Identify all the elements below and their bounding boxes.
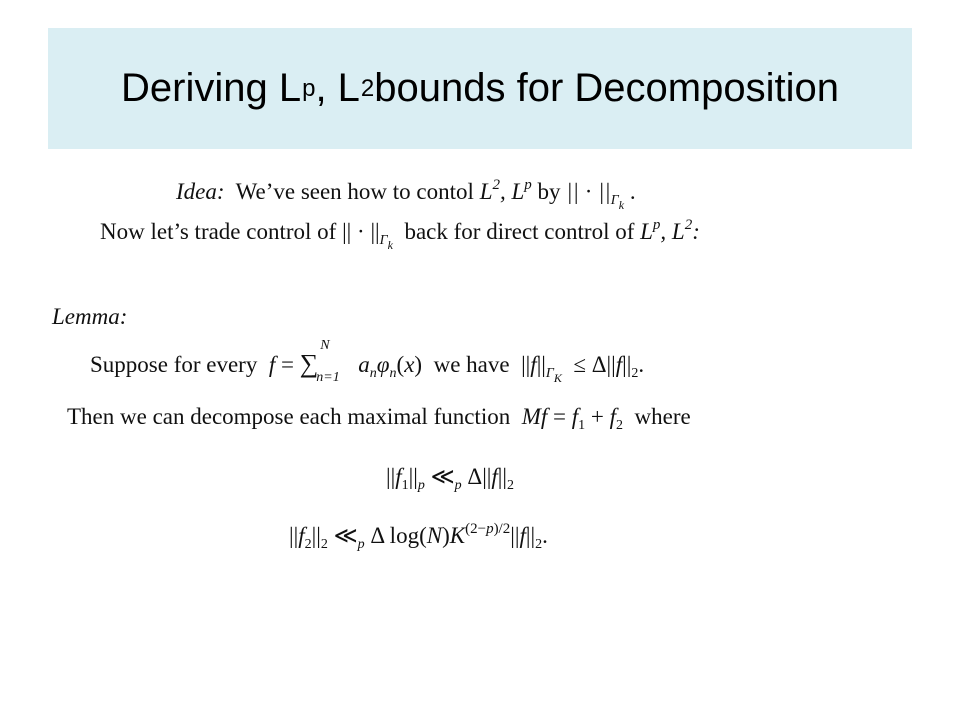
lemma-label: Lemma: [52,304,128,329]
slide-title: Deriving L p , L 2 bounds for Decomposition [121,66,839,110]
bound-2: $||f_2||_2$ $≪_p$ Δ $\log(N)K^{(2-p)/2}||f||_2$. [289,521,548,552]
idea-label: Idea: [176,179,225,204]
title-text-end: bounds for Decomposition [374,66,839,110]
idea-line1-math: $L^2$, $L^p$ [479,177,532,204]
idea-line-1: Idea: We’ve seen how to contol $L^2$, $L^p$ by || · $||_{\Gamma k}$ . [176,177,636,212]
title-banner [48,28,912,149]
idea-line-2: Now let’s trade control of || · $||_{\Gamma k}$ back for direct control of $L^p$, $L^2$: [100,217,700,252]
bound-1: $||f_1||_p$ $≪_p$ $\Delta||f||_2$ [386,464,515,493]
title-text-main: Deriving L [121,66,302,110]
lemma-where: where [634,404,691,429]
idea-line2-text-a: Now let’s trade control of || [100,219,352,244]
lemma-then-text: Then we can decompose each maximal function [67,404,511,429]
idea-line1-text: We’ve seen how to contol [235,179,474,204]
idea-line2-math: $L^p$, $L^2$: [640,217,700,244]
lemma-then-line: Then we can decompose each maximal function $Mf = f_1 + f_2$ where [67,404,691,433]
title-text-mid: , L [315,66,360,110]
lemma-we-have: we have [433,352,510,377]
sum-lower-limit: n=1 [316,370,340,385]
lemma-suppose-line: Suppose for every f = ∑ N n=1 $a_n\varphi_n(x)$ we have $||f||_{\Gamma K} \le \Delta||f||_2$. [90,350,644,379]
sum-upper-limit: N [320,338,330,353]
lemma-suppose-text: Suppose for every [90,352,258,377]
